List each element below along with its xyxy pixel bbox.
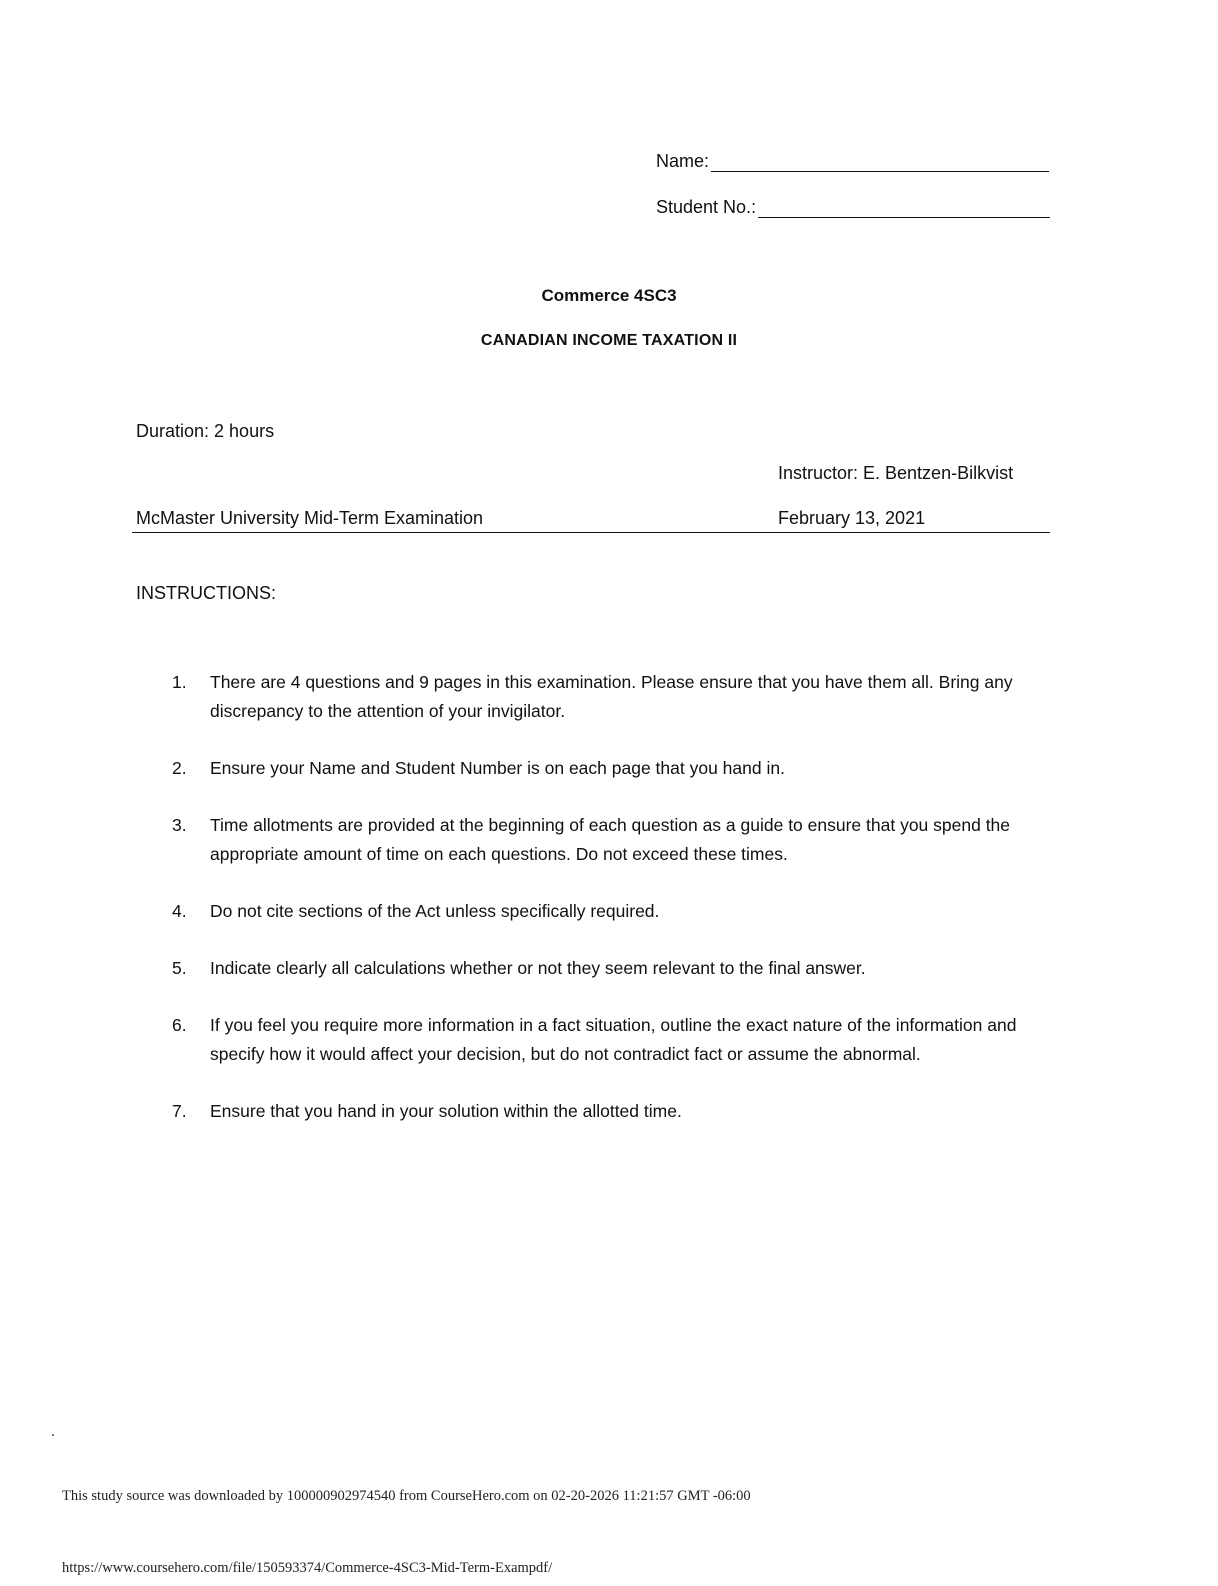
scan-speck — [52, 1434, 54, 1436]
exam-type: McMaster University Mid-Term Examination — [136, 508, 484, 528]
name-label: Name: — [656, 151, 710, 171]
instruction-text: Ensure that you hand in your solution within the allotted time. — [210, 1101, 682, 1121]
instruction-text: Indicate clearly all calculations whether or not they seem relevant to the final answer. — [210, 958, 866, 978]
instruction-text: Do not cite sections of the Act unless specifically required. — [210, 901, 660, 921]
course-code: Commerce 4SC3 — [541, 286, 677, 305]
download-notice: This study source was downloaded by 100000902974540 from CourseHero.com on 02-20-2026 11:21:57 GMT -06:00 — [62, 1488, 751, 1504]
instruction-text: Ensure your Name and Student Number is on each page that you hand in. — [210, 758, 785, 778]
instruction-text: There are 4 questions and 9 pages in this examination. Please ensure that you have them all. Bring any discrepancy to the attention of your invigilator. — [210, 672, 1013, 721]
instruction-item — [168, 668, 1068, 726]
instruction-item — [168, 1011, 1068, 1069]
instructions-list — [168, 668, 1068, 1154]
instruction-number: 7. — [172, 1101, 187, 1121]
instruction-item — [168, 811, 1068, 869]
student-no-blank-line[interactable] — [758, 197, 1050, 218]
course-title: CANADIAN INCOME TAXATION II — [480, 332, 738, 349]
instructions-heading: INSTRUCTIONS: — [136, 583, 277, 603]
instruction-text: Time allotments are provided at the beginning of each question as a guide to ensure that you spend the appropriate amount of time on each questions. Do not exceed these times. — [210, 815, 1011, 864]
instruction-item — [168, 954, 1068, 983]
student-no-field[interactable] — [656, 196, 1050, 218]
instruction-item — [168, 897, 1068, 926]
instruction-number: 4. — [172, 901, 187, 921]
instruction-item — [168, 1097, 1068, 1126]
instruction-number: 2. — [172, 758, 187, 778]
instruction-number: 3. — [172, 815, 187, 835]
exam-instructor: Instructor: E. Bentzen-Bilkvist — [778, 463, 1014, 483]
instruction-number: 1. — [172, 672, 187, 692]
student-no-label: Student No.: — [656, 197, 757, 217]
instruction-item — [168, 754, 1068, 783]
source-url[interactable]: https://www.coursehero.com/file/150593374/Commerce-4SC3-Mid-Term-Exampdf/ — [62, 1560, 553, 1576]
name-field[interactable] — [656, 150, 1049, 172]
name-blank-line[interactable] — [711, 151, 1049, 172]
instruction-number: 5. — [172, 958, 187, 978]
exam-date: February 13, 2021 — [778, 508, 926, 528]
instruction-number: 6. — [172, 1015, 187, 1035]
exam-duration: Duration: 2 hours — [136, 421, 275, 441]
header-divider — [132, 532, 1050, 533]
instruction-text: If you feel you require more information in a fact situation, outline the exact nature of the information and specify how it would affect your decision, but do not contradict fact or assume the abnormal. — [210, 1015, 1017, 1064]
